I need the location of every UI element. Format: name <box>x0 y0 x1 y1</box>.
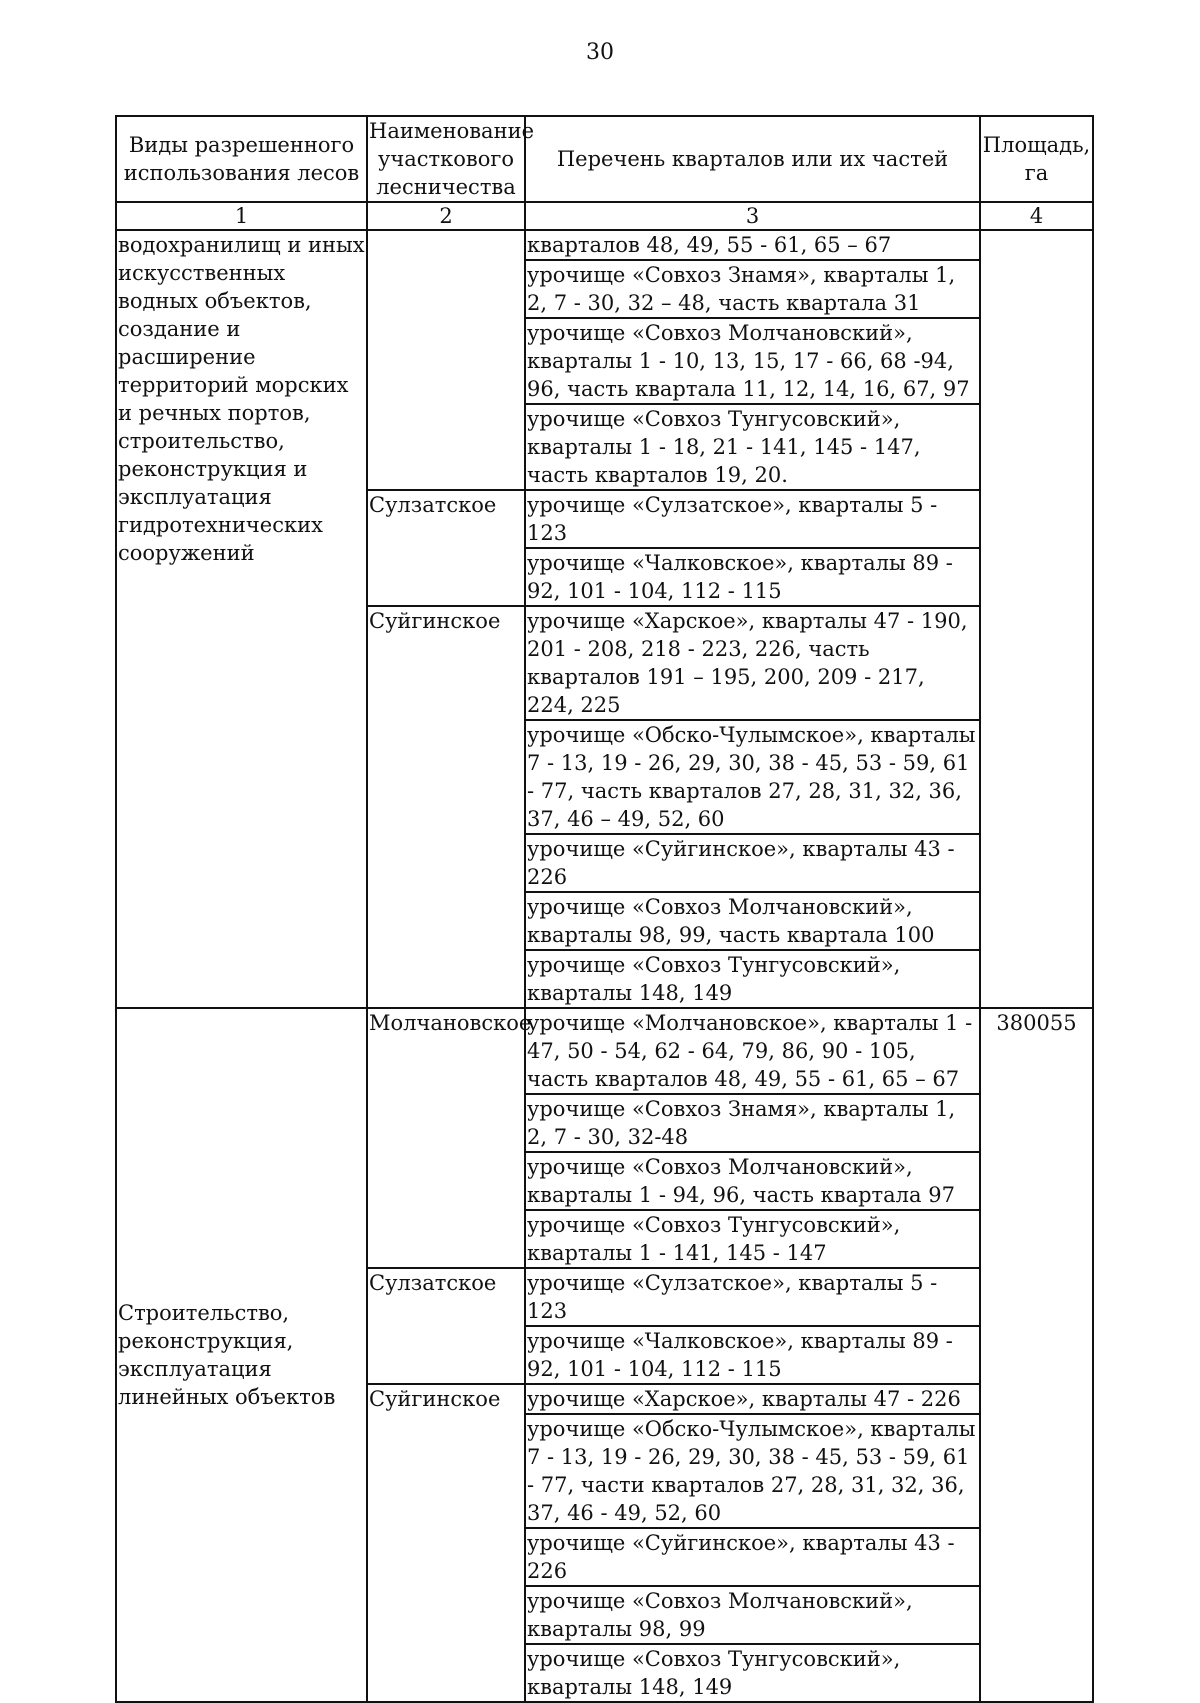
forestry-cell: Суйгинское <box>367 606 525 1008</box>
page-number: 30 <box>586 40 614 65</box>
table-row <box>116 230 1093 260</box>
quarters-cell: урочище «Совхоз Молчановский», кварталы 98, 99 <box>525 1586 980 1644</box>
quarters-cell: урочище «Совхоз Тунгусовский», кварталы 148, 149 <box>525 1644 980 1702</box>
header-quarters-list: Перечень кварталов или их частей <box>525 116 980 202</box>
forest-use-table <box>115 115 1094 1703</box>
header-area: Площадь, га <box>980 116 1093 202</box>
quarters-cell: урочище «Обско-Чулымское», кварталы 7 - 13, 19 - 26, 29, 30, 38 - 45, 53 - 59, 61 - 77, часть кварталов 27, 28, 31, 32, 36, 37, 46 – 49, 52, 60 <box>525 720 980 834</box>
header-forestry-name: Наименование участкового лесничества <box>367 116 525 202</box>
forestry-cell: Молчановское <box>367 1008 525 1268</box>
forestry-cell: Сулзатское <box>367 1268 525 1384</box>
column-number: 2 <box>367 202 525 230</box>
quarters-cell: урочище «Совхоз Знамя», кварталы 1, 2, 7 - 30, 32 – 48, часть квартала 31 <box>525 260 980 318</box>
column-number: 4 <box>980 202 1093 230</box>
quarters-cell: кварталов 48, 49, 55 - 61, 65 – 67 <box>525 230 980 260</box>
area-cell: 380055 <box>980 1008 1093 1702</box>
forestry-cell: Сулзатское <box>367 490 525 606</box>
quarters-cell: урочище «Совхоз Молчановский», кварталы 1 - 10, 13, 15, 17 - 66, 68 -94, 96, часть квартала 11, 12, 14, 16, 67, 97 <box>525 318 980 404</box>
quarters-cell: урочище «Совхоз Молчановский», кварталы 1 - 94, 96, часть квартала 97 <box>525 1152 980 1210</box>
quarters-cell: урочище «Сулзатское», кварталы 5 - 123 <box>525 490 980 548</box>
quarters-cell: урочище «Суйгинское», кварталы 43 - 226 <box>525 1528 980 1586</box>
column-numbers-row <box>116 202 1093 230</box>
use-type-cell: водохранилищ и иных искусственных водных объектов, создание и расширение территорий морских и речных портов, строительство, реконструкция и эксплуатация гидротехнических сооружений <box>116 230 367 1008</box>
quarters-cell: урочище «Сулзатское», кварталы 5 - 123 <box>525 1268 980 1326</box>
quarters-cell: урочище «Харское», кварталы 47 - 226 <box>525 1384 980 1414</box>
header-use-type: Виды разрешенного использования лесов <box>116 116 367 202</box>
forestry-cell: Суйгинское <box>367 1384 525 1702</box>
quarters-cell: урочище «Совхоз Тунгусовский», кварталы 148, 149 <box>525 950 980 1008</box>
quarters-cell: урочище «Харское», кварталы 47 - 190, 201 - 208, 218 - 223, 226, часть кварталов 191 – 195, 200, 209 - 217, 224, 225 <box>525 606 980 720</box>
quarters-cell: урочище «Чалковское», кварталы 89 - 92, 101 - 104, 112 - 115 <box>525 1326 980 1384</box>
table-row <box>116 1008 1093 1094</box>
quarters-cell: урочище «Совхоз Тунгусовский», кварталы 1 - 141, 145 - 147 <box>525 1210 980 1268</box>
use-type-cell: Строительство, реконструкция, эксплуатация линейных объектов <box>116 1008 367 1702</box>
quarters-cell: урочище «Совхоз Молчановский», кварталы 98, 99, часть квартала 100 <box>525 892 980 950</box>
quarters-cell: урочище «Совхоз Тунгусовский», кварталы 1 - 18, 21 - 141, 145 - 147, часть кварталов 19, 20. <box>525 404 980 490</box>
area-cell <box>980 230 1093 1008</box>
quarters-cell: урочище «Совхоз Знамя», кварталы 1, 2, 7 - 30, 32-48 <box>525 1094 980 1152</box>
column-number: 1 <box>116 202 367 230</box>
table-header-row <box>116 116 1093 202</box>
quarters-cell: урочище «Обско-Чулымское», кварталы 7 - 13, 19 - 26, 29, 30, 38 - 45, 53 - 59, 61 - 77, части кварталов 27, 28, 31, 32, 36, 37, 46 - 49, 52, 60 <box>525 1414 980 1528</box>
quarters-cell: урочище «Молчановское», кварталы 1 - 47, 50 - 54, 62 - 64, 79, 86, 90 - 105, часть кварталов 48, 49, 55 - 61, 65 – 67 <box>525 1008 980 1094</box>
forestry-cell <box>367 230 525 490</box>
quarters-cell: урочище «Суйгинское», кварталы 43 - 226 <box>525 834 980 892</box>
column-number: 3 <box>525 202 980 230</box>
quarters-cell: урочище «Чалковское», кварталы 89 - 92, 101 - 104, 112 - 115 <box>525 548 980 606</box>
